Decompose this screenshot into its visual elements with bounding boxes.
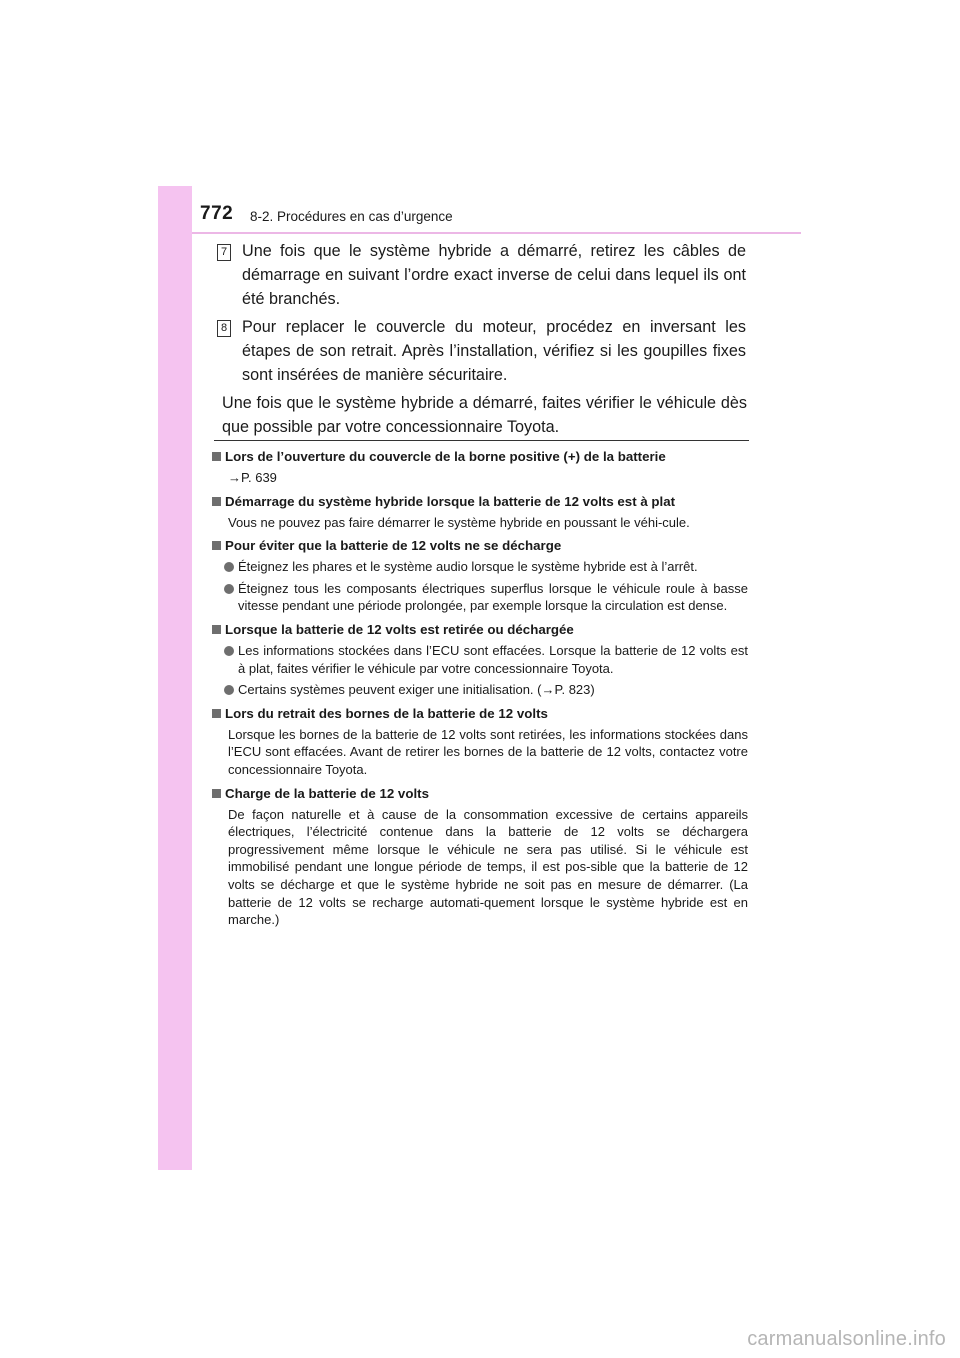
note-bullet-item: Éteignez tous les composants électriques superflus lorsque le véhicule roule à basse vitesse pendant une période prolongée, par exemple lorsque la circulation est dense. bbox=[210, 580, 750, 615]
page-header bbox=[200, 203, 760, 233]
note-title: Pour éviter que la batterie de 12 volts ne se décharge bbox=[210, 537, 750, 555]
step-text: Pour replacer le couvercle du moteur, procédez en inversant les étapes de son retrait. Après l’installation, vérifiez si les goupilles fixes sont insérées de manière sécuritaire. bbox=[242, 318, 746, 384]
step-number-box: 8 bbox=[217, 320, 231, 337]
square-bullet-icon bbox=[212, 497, 221, 506]
note-title: Lors du retrait des bornes de la batterie de 12 volts bbox=[210, 705, 750, 723]
note-title: Lorsque la batterie de 12 volts est retirée ou déchargée bbox=[210, 621, 750, 639]
note-title: Charge de la batterie de 12 volts bbox=[210, 785, 750, 803]
circle-bullet-icon bbox=[224, 646, 234, 656]
chapter-sidebar-tab bbox=[158, 186, 192, 1170]
page-number: 772 bbox=[200, 203, 234, 224]
note-body: Lorsque les bornes de la batterie de 12 volts sont retirées, les informations stockées dans l’ECU sont effacées. Avant de retirer les bornes de la batterie de 12 volts, contactez votre concessionnaire Toyota. bbox=[228, 726, 748, 777]
note-battery-cover bbox=[210, 448, 750, 487]
notes-divider bbox=[214, 440, 749, 441]
circle-bullet-icon bbox=[224, 685, 234, 695]
square-bullet-icon bbox=[212, 541, 221, 550]
note-terminal-removal bbox=[210, 705, 750, 779]
circle-bullet-icon bbox=[224, 562, 234, 572]
site-watermark: carmanualsonline.info bbox=[747, 1328, 946, 1350]
step-7 bbox=[214, 239, 746, 311]
note-body: Vous ne pouvez pas faire démarrer le système hybride en poussant le véhi-cule. bbox=[228, 514, 690, 530]
note-bullet-item: Les informations stockées dans l’ECU sont effacées. Lorsque la batterie de 12 volts est à plat, faites vérifier le véhicule par votre concessionnaire Toyota. bbox=[210, 642, 750, 677]
note-prevent-discharge bbox=[210, 537, 750, 615]
step-number-box: 7 bbox=[217, 244, 231, 261]
note-body: De façon naturelle et à cause de la consommation excessive de certains appareils électriques, l’électricité contenue dans la batterie de 12 volts se déchargera progressivement même lorsque le véhicule ne sera pas utilisé. Si le véhicule est immobilisé pendant une longue période de temps, il est pos-sible que la batterie de 12 volts se décharge et que le système hybride ne soit pas en mesure de démarrer. (La batterie de 12 volts se recharge automati-quement lorsque le système hybride est en marche.) bbox=[228, 806, 748, 928]
note-title: Démarrage du système hybride lorsque la batterie de 12 volts est à plat bbox=[210, 493, 750, 511]
note-bullet-item: Éteignez les phares et le système audio lorsque le système hybride est à l’arrêt. bbox=[210, 558, 750, 576]
follow-up-paragraph: Une fois que le système hybride a démarré, faites vérifier le véhicule dès que possible par votre concessionnaire Toyota. bbox=[222, 394, 747, 436]
header-rule bbox=[192, 232, 801, 234]
square-bullet-icon bbox=[212, 452, 221, 461]
notes-section bbox=[210, 448, 750, 935]
section-title: 8-2. Procédures en cas d’urgence bbox=[250, 209, 453, 224]
square-bullet-icon bbox=[212, 709, 221, 718]
square-bullet-icon bbox=[212, 789, 221, 798]
procedure-steps bbox=[214, 239, 746, 439]
note-dead-battery-start bbox=[210, 493, 750, 532]
note-battery-removed bbox=[210, 621, 750, 699]
circle-bullet-icon bbox=[224, 584, 234, 594]
note-reference: →P. 639 bbox=[228, 470, 277, 485]
step-8 bbox=[214, 315, 746, 387]
square-bullet-icon bbox=[212, 625, 221, 634]
note-title: Lors de l’ouverture du couvercle de la borne positive (+) de la batterie bbox=[210, 448, 750, 466]
note-battery-charge bbox=[210, 785, 750, 929]
note-bullet-item: Certains systèmes peuvent exiger une initialisation. (→P. 823) bbox=[210, 681, 750, 699]
step-text: Une fois que le système hybride a démarré, retirez les câbles de démarrage en suivant l’ordre exact inverse de celui dans lequel ils ont été branchés. bbox=[242, 242, 746, 308]
